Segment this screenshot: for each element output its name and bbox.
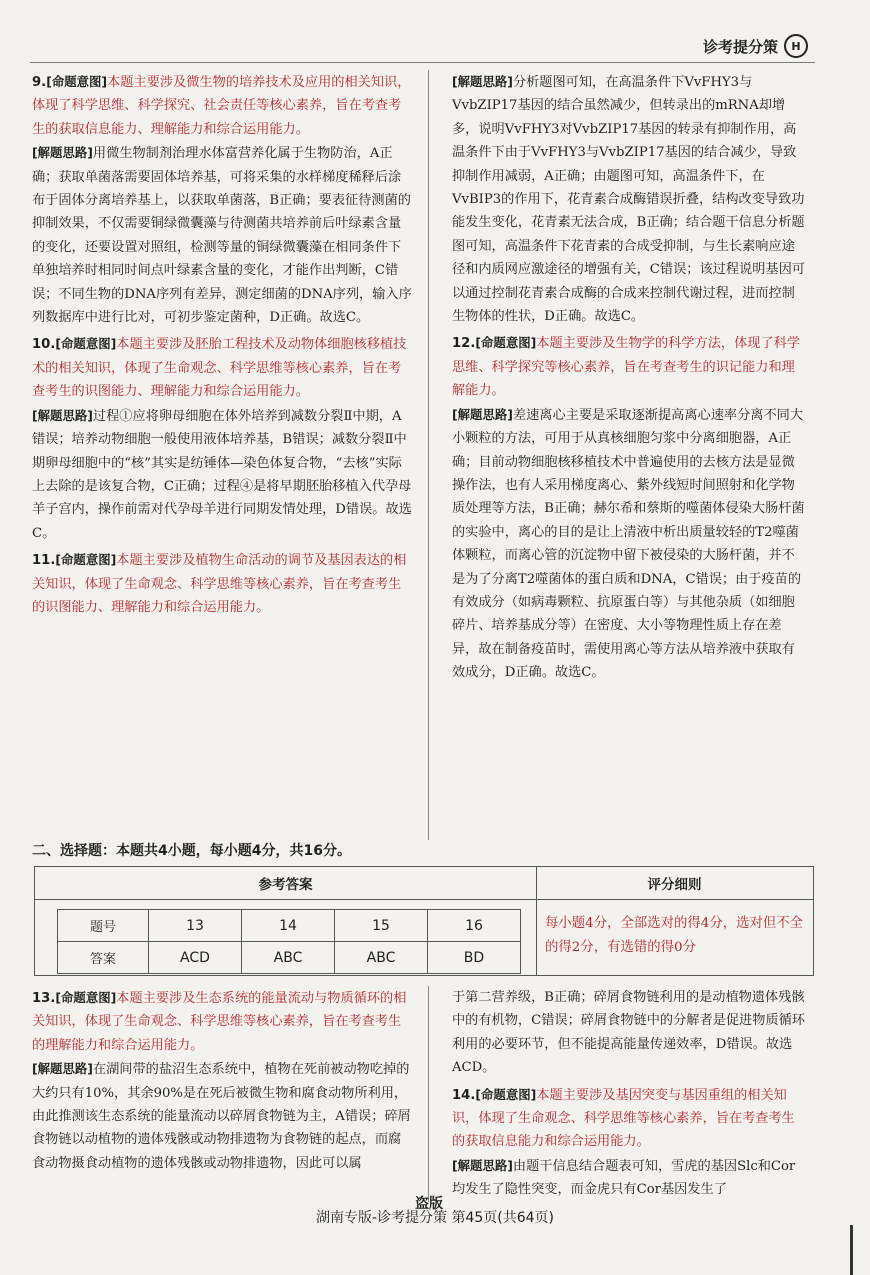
- answer-table: [34, 866, 814, 976]
- paragraph-text: 本题主要涉及基因突变与基因重组的相关知识，体现了生命观念、科学思维等核心素养，旨在考查考生的获取信息能力和综合运用能力。: [452, 1087, 795, 1150]
- paragraph-text: 本题主要涉及微生物的培养技术及应用的相关知识，体现了科学思维、科学探究、社会责任等核心素养，旨在考查考生的获取信息能力、理解能力和综合运用能力。: [32, 75, 411, 137]
- question-item: [32, 332, 414, 545]
- paragraph: [452, 1154, 808, 1202]
- section-tag: [解题思路]: [32, 145, 93, 161]
- paragraph-text: 本题主要涉及生物学的科学方法，体现了科学思维、科学探究等核心素养，旨在考查考生的识记能力和理解能力。: [452, 336, 801, 399]
- paragraph-text: 差速离心主要是采取逐渐提高离心速率分离不同大小颗粒的方法，可用于从真核细胞匀浆中分离细胞器，A正确；目前动物细胞核移植技术中普遍使用的去核方法是显微操作法，也有人采用梯度离心、紫外线短时间照射和化学物质处理等方法，B正确；赫尔希和蔡斯的噬菌体侵染大肠杆菌的实验中，离心的目的是让上清液中析出质量较轻的T2噬菌体颗粒，而离心管的沉淀物中留下被侵染的大肠杆菌，并不是为了分离T2噬菌体的蛋白质和DNA，C错误；由于疫苗的有效成分（如病毒颗粒、抗原蛋白等）与其他杂质（如细胞碎片、培养基成分等）在密度、大小等物理性质上存在差异，故在制备疫苗时，需使用离心等方法从培养液中获取有效成分，D正确。故选C。: [452, 407, 805, 681]
- question-item: [452, 70, 808, 328]
- section-tag: [命题意图]: [475, 335, 537, 351]
- logo-icon: H: [784, 34, 808, 58]
- section-tag: [命题意图]: [46, 74, 108, 89]
- question-number: 9.: [32, 75, 47, 90]
- answer-value: ACD: [149, 942, 242, 974]
- paragraph-text: 本题主要涉及植物生命活动的调节及基因表达的相关知识，体现了生命观念、科学思维等核心素养，旨在考查考生的识图能力、理解能力和综合运用能力。: [32, 553, 407, 615]
- answer-grid: [57, 909, 521, 974]
- question-number: 13.: [32, 991, 56, 1006]
- question-number: 12.: [452, 336, 476, 352]
- paragraph: [452, 403, 808, 685]
- question-number: 11.: [32, 553, 56, 569]
- question-item: [452, 986, 808, 1080]
- answer-value: BD: [428, 942, 521, 974]
- question-number: 16: [428, 910, 521, 942]
- section-tag: [解题思路]: [32, 407, 93, 423]
- section-title: 二、选择题：本题共4小题，每小题4分，共16分。: [32, 843, 351, 859]
- question-row: [58, 910, 521, 942]
- right-column: [452, 70, 808, 688]
- page-footer: 湖南专版-诊考提分策 第45页(共64页): [315, 1210, 555, 1226]
- piracy-stamp: 盗版: [415, 1196, 443, 1212]
- paragraph: [32, 548, 414, 619]
- paragraph-text: 由题干信息结合题表可知，雪虎的基因Slc和Cor均发生了隐性突变，而金虎只有Cor基因发生了: [452, 1158, 796, 1198]
- paragraph: [452, 1083, 808, 1154]
- paragraph-text: 本题主要涉及胚胎工程技术及动物体细胞核移植技术的相关知识，体现了生命观念、科学思维等核心素养，旨在考查考生的识图能力、理解能力和综合运用能力。: [32, 337, 407, 400]
- paragraph: [32, 1057, 414, 1175]
- paragraph: [32, 70, 414, 141]
- answer-label: 答案: [58, 942, 149, 974]
- right-column-lower: [452, 986, 808, 1205]
- paragraph: [452, 986, 808, 1080]
- section-tag: [解题思路]: [452, 406, 513, 422]
- left-column-lower: [32, 986, 414, 1178]
- question-number: 14.: [452, 1087, 476, 1103]
- header-title: 诊考提分策: [702, 37, 778, 56]
- question-number: 13: [149, 910, 242, 942]
- paragraph-text: 分析题图可知，在高温条件下VvFHY3与VvbZIP17基因的结合虽然减少，但转录出的mRNA却增多，说明VvFHY3对VvbZIP17基因的转录有抑制作用，高温条件下由于VvFHY3与VvbZIP17基因的结合减少，导致抑制作用减弱，A正确；由题图可知，高温条件下，在VvBIP3的作用下，花青素合成酶错误折叠，结构改变导致功能发生变化，花青素无法合成，B正确；结合题干信息分析题图可知，高温条件下花青素的合成受抑制，与生长素响应途径和内质网应激途径的增强有关，C错误；该过程说明基因可以通过控制花青素合成酶的合成来控制代谢过程，进而控制生物体的性状，D正确。故选C。: [452, 75, 805, 325]
- paragraph-text: 用微生物制剂治理水体富营养化属于生物防治，A正确；获取单菌落需要固体培养基，可将采集的水样梯度稀释后涂布于固体分离培养基上，以获取单菌落，B正确；要表征待测菌的抑制效果，不仅需要铜绿微囊藻与待测菌共培养前后叶绿素含量的变化，还要设置对照组，检测等量的铜绿微囊藻在相同条件下单独培养时相同时间点叶绿素含量的变化，才能作出判断，C错误；不同生物的DNA序列有差异，测定细菌的DNA序列，输入序列数据库中进行比对，可初步鉴定菌种，D正确。故选C。: [32, 146, 412, 326]
- section-tag: [命题意图]: [55, 552, 117, 568]
- section-tag: [解题思路]: [32, 1061, 93, 1077]
- section-tag: [解题思路]: [452, 74, 513, 89]
- answer-table-header-line: [35, 899, 813, 900]
- section-tag: [命题意图]: [55, 990, 117, 1005]
- section-tag: [命题意图]: [55, 336, 117, 352]
- section-tag: [命题意图]: [475, 1086, 537, 1102]
- answer-header: 参考答案: [258, 877, 313, 893]
- answer-row: [58, 942, 521, 974]
- section-tag: [解题思路]: [452, 1157, 513, 1173]
- scan-edge: [850, 1225, 853, 1275]
- column-divider: [428, 70, 429, 840]
- score-header: 评分细则: [647, 877, 702, 893]
- answer-value: ABC: [335, 942, 428, 974]
- paragraph: [452, 70, 808, 328]
- answer-value: ABC: [242, 942, 335, 974]
- question-item: [32, 70, 414, 329]
- paragraph-text: 于第二营养级，B正确；碎屑食物链利用的是动植物遗体残骸中的有机物，C错误；碎屑食物链中的分解者是促进物质循环利用的必要环节，但不能提高能量传递效率，D错误。故选ACD。: [452, 990, 805, 1076]
- paragraph: [452, 331, 808, 402]
- paragraph: [32, 404, 414, 545]
- question-number: 14: [242, 910, 335, 942]
- question-item: [32, 548, 414, 619]
- question-item: [452, 1083, 808, 1202]
- question-label: 题号: [58, 910, 149, 942]
- paragraph: [32, 141, 414, 329]
- paragraph-text: 在湖间带的盐沼生态系统中，植物在死前被动物吃掉的大约只有10%，其余90%是在死后被微生物和腐食动物所利用，由此推测该生态系统的能量流动以碎屑食物链为主，A错误；碎屑食物链以动植物的遗体残骸或动物排遗物为食物链的起点，而腐食动物摄食动植物的遗体残骸或动物排遗物，因此可以属: [32, 1062, 411, 1171]
- header-divider: [30, 62, 815, 63]
- question-number: 10.: [32, 337, 56, 353]
- score-rules: 每小题4分，全部选对的得4分，选对但不全的得2分，有选错的得0分: [545, 916, 804, 955]
- question-item: [32, 986, 414, 1175]
- left-column: [32, 70, 414, 622]
- paragraph-text: 过程①应将卵母细胞在体外培养到减数分裂Ⅱ中期，A错误；培养动物细胞一般使用液体培养基，B错误；减数分裂Ⅱ中期卵母细胞中的“核”其实是纺锤体—染色体复合物，“去核”实际上去除的是该复合物，C正确；过程④是将早期胚胎移植入代孕母羊子宫内，操作前需对代孕母羊进行同期发情处理，D错误。故选C。: [32, 408, 412, 541]
- paragraph: [32, 986, 414, 1057]
- question-number: 15: [335, 910, 428, 942]
- question-item: [452, 331, 808, 684]
- paragraph: [32, 332, 414, 403]
- page-header: [703, 34, 808, 58]
- column-divider-lower: [428, 986, 429, 1202]
- paragraph-text: 本题主要涉及生态系统的能量流动与物质循环的相关知识，体现了生命观念、科学思维等核心素养，旨在考查考生的理解能力和综合运用能力。: [32, 991, 407, 1053]
